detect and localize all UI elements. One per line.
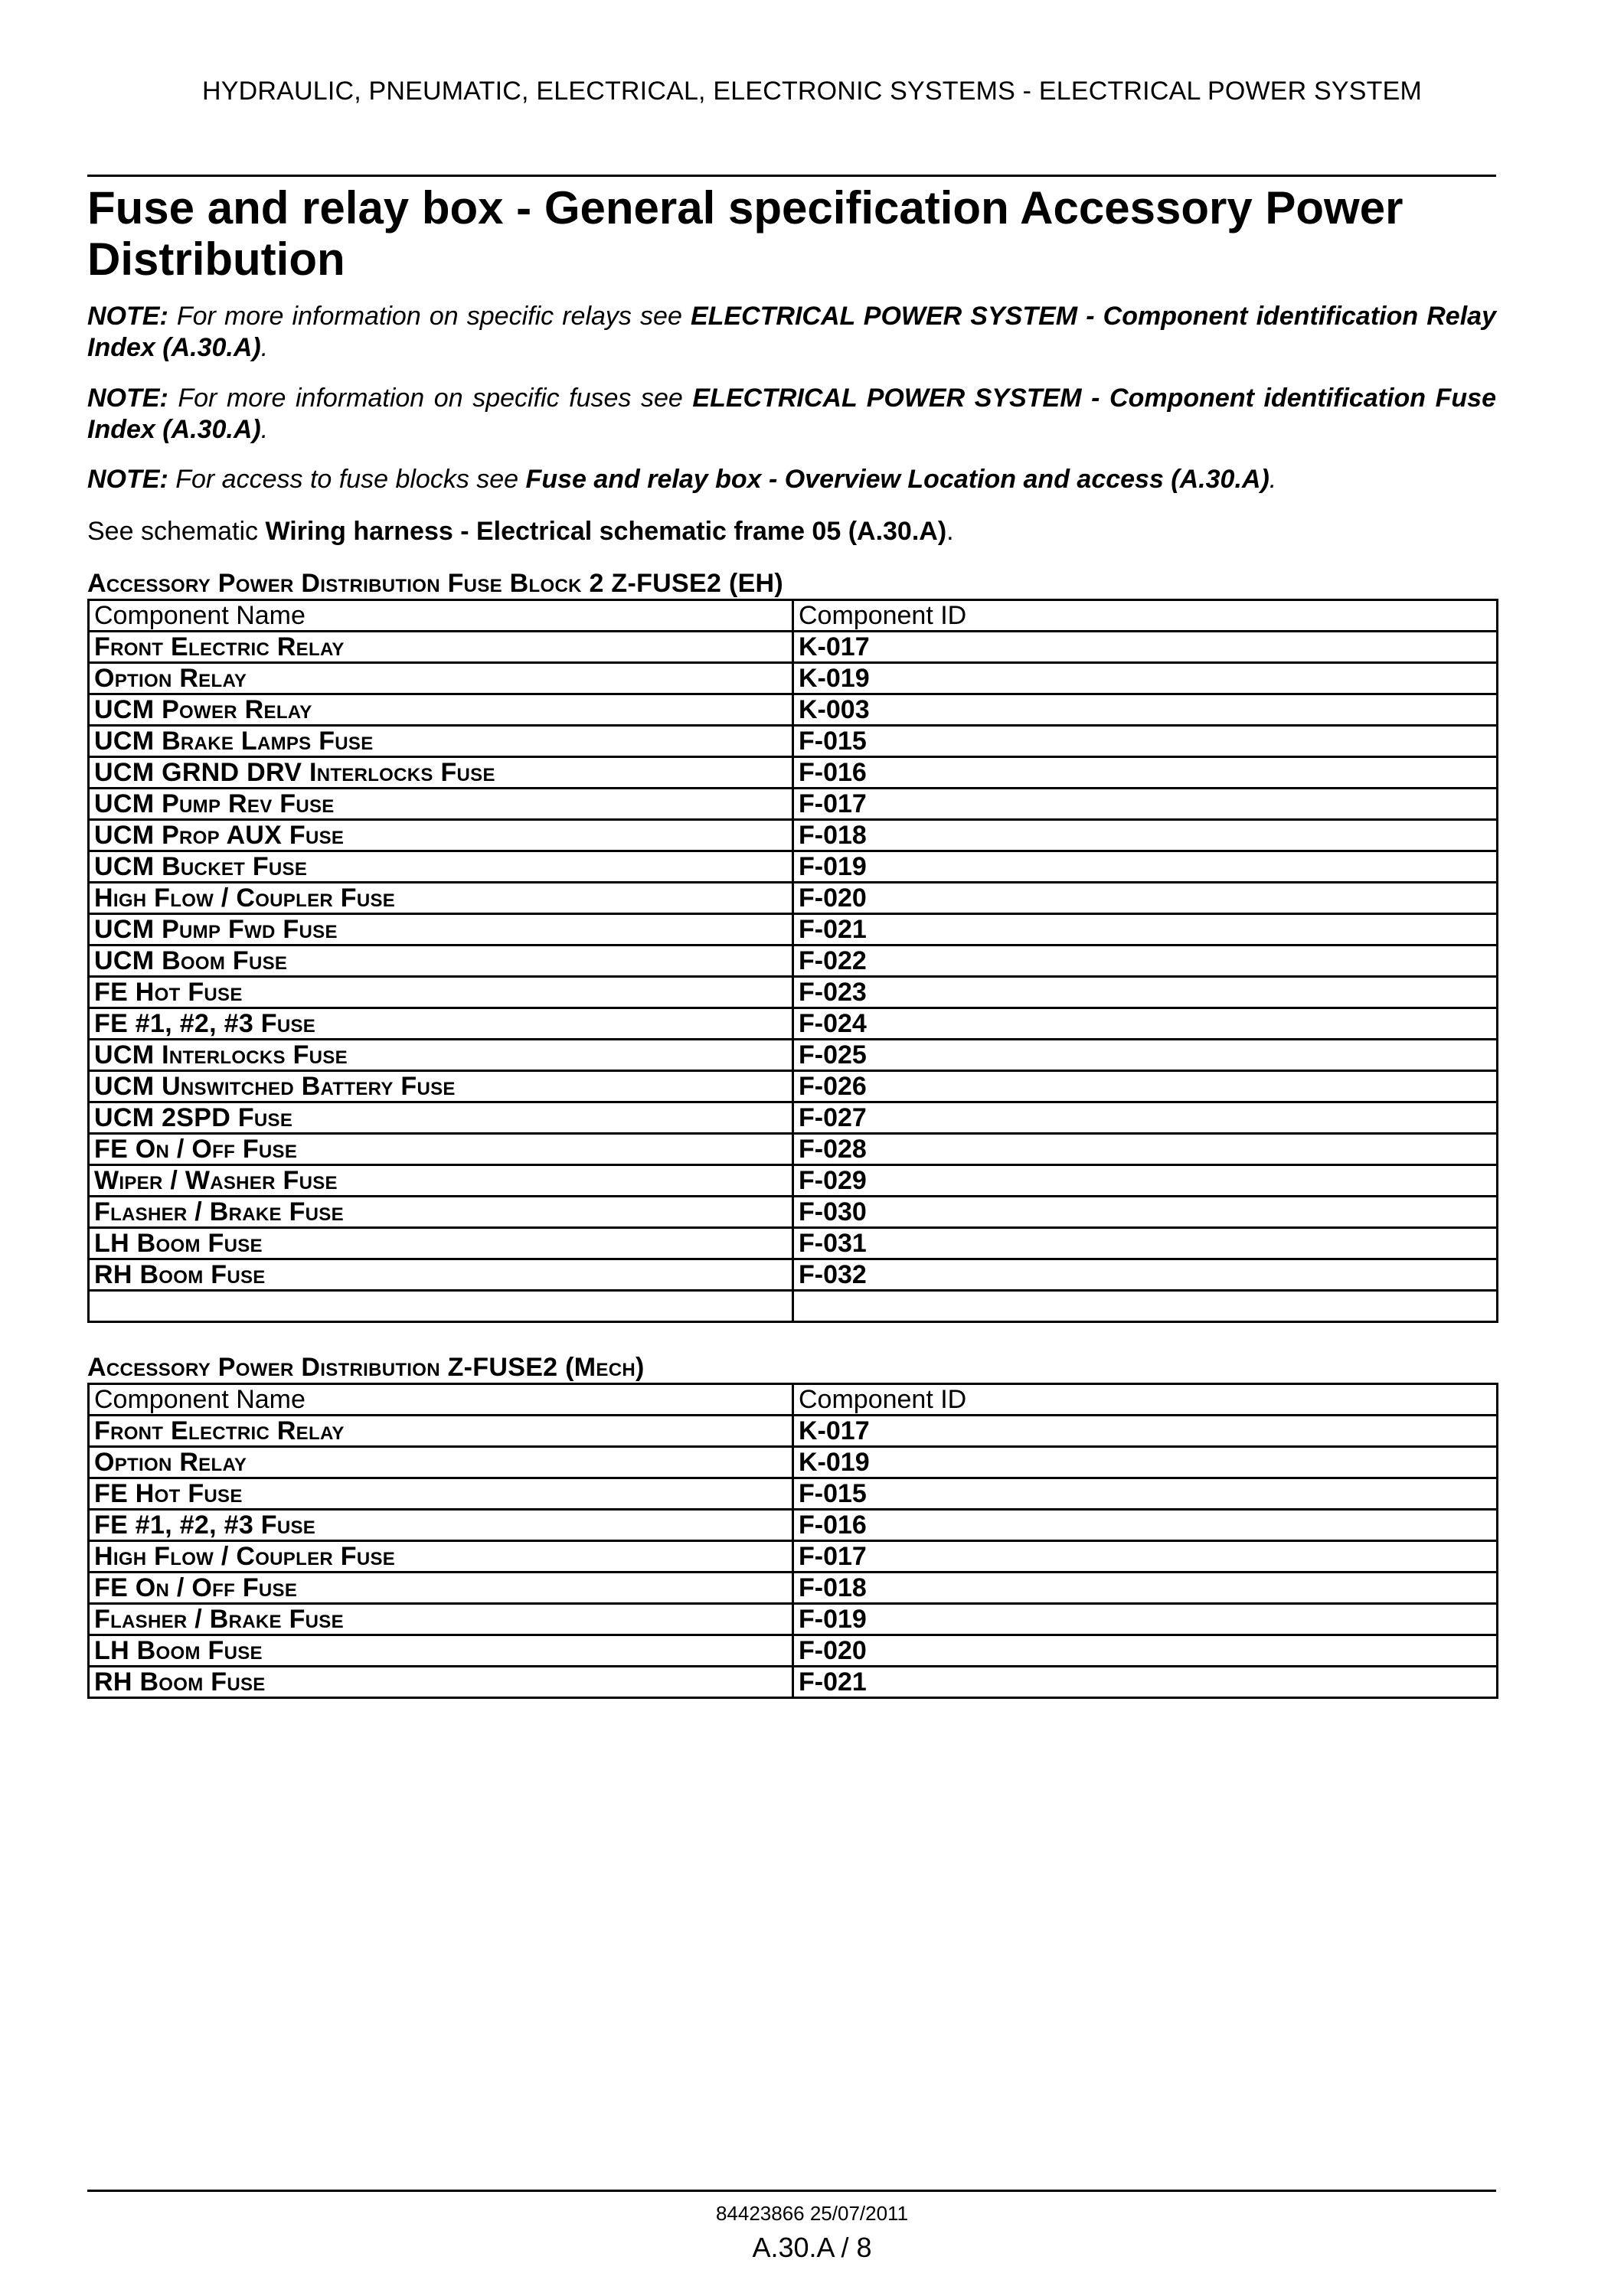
component-id-cell: F-030 — [793, 1197, 1498, 1228]
component-id-cell: F-016 — [793, 757, 1498, 789]
component-name-cell: UCM Brake Lamps Fuse — [89, 726, 793, 757]
table-row — [89, 1510, 1498, 1541]
component-name-cell: Front Electric Relay — [89, 1416, 793, 1447]
component-name-cell: FE On / Off Fuse — [89, 1573, 793, 1604]
table-row — [89, 1541, 1498, 1573]
component-name-cell: UCM Unswitched Battery Fuse — [89, 1071, 793, 1102]
component-id-cell: F-018 — [793, 1573, 1498, 1604]
section-title: Fuse and relay box - General specification Accessory Power Distribution — [87, 182, 1403, 285]
table-row — [89, 1635, 1498, 1667]
table-row — [89, 1447, 1498, 1478]
component-name-cell — [89, 1291, 793, 1322]
component-name-cell: FE #1, #2, #3 Fuse — [89, 1510, 793, 1541]
table-header-row — [89, 1384, 1498, 1416]
component-name-cell: FE #1, #2, #3 Fuse — [89, 1008, 793, 1040]
component-name-cell: High Flow / Coupler Fuse — [89, 1541, 793, 1573]
table-header-row — [89, 600, 1498, 632]
table-row — [89, 820, 1498, 851]
component-id-cell: F-026 — [793, 1071, 1498, 1102]
component-name-cell: UCM Prop AUX Fuse — [89, 820, 793, 851]
component-name-cell: Option Relay — [89, 1447, 793, 1478]
running-header: HYDRAULIC, PNEUMATIC, ELECTRICAL, ELECTRONIC SYSTEMS - ELECTRICAL POWER SYSTEM — [201, 77, 1423, 106]
component-id-cell: F-024 — [793, 1008, 1498, 1040]
component-name-cell: UCM Pump Fwd Fuse — [89, 914, 793, 946]
component-id-cell: F-020 — [793, 883, 1498, 914]
note-label: NOTE: — [87, 302, 168, 331]
note-end: . — [1269, 465, 1277, 494]
component-name-cell: Flasher / Brake Fuse — [89, 1197, 793, 1228]
table-row — [89, 1102, 1498, 1134]
note-text: For access to fuse blocks see — [168, 465, 526, 494]
schematic-link[interactable]: Wiring harness - Electrical schematic frame 05 (A.30.A) — [265, 517, 947, 546]
component-id-cell: F-021 — [793, 1667, 1498, 1698]
table-caption-mech: Accessory Power Distribution Z-FUSE2 (Mech) — [87, 1353, 645, 1382]
component-name-cell: RH Boom Fuse — [89, 1667, 793, 1698]
component-name-cell: Flasher / Brake Fuse — [89, 1604, 793, 1635]
table-caption-eh: Accessory Power Distribution Fuse Block 2 Z-FUSE2 (EH) — [87, 569, 784, 598]
footer-rule — [87, 2190, 1496, 2192]
component-name-cell: UCM Pump Rev Fuse — [89, 789, 793, 820]
component-id-cell: F-016 — [793, 1510, 1498, 1541]
component-id-cell: F-022 — [793, 946, 1498, 977]
table-row — [89, 1228, 1498, 1259]
component-name-cell: UCM Power Relay — [89, 694, 793, 726]
component-name-cell: UCM Bucket Fuse — [89, 851, 793, 883]
note-link[interactable]: ELECTRICAL POWER SYSTEM - Component identification Fuse Index (A.30.A) — [87, 384, 1496, 444]
column-header-name: Component Name — [89, 1384, 793, 1416]
note-link[interactable]: Fuse and relay box - Overview Location and access (A.30.A) — [525, 465, 1269, 494]
table-row — [89, 977, 1498, 1008]
table-row — [89, 663, 1498, 694]
component-id-cell: F-031 — [793, 1228, 1498, 1259]
table-row — [89, 1291, 1498, 1322]
component-id-cell: F-020 — [793, 1635, 1498, 1667]
column-header-id: Component ID — [793, 1384, 1498, 1416]
note-end: . — [260, 415, 269, 444]
component-id-cell — [793, 1291, 1498, 1322]
table-row — [89, 1197, 1498, 1228]
table-row — [89, 1259, 1498, 1291]
note-relays — [87, 301, 1496, 364]
component-id-cell: F-017 — [793, 1541, 1498, 1573]
component-name-cell: LH Boom Fuse — [89, 1228, 793, 1259]
component-id-cell: F-028 — [793, 1134, 1498, 1165]
table-row — [89, 883, 1498, 914]
table-row — [89, 946, 1498, 977]
table-row — [89, 914, 1498, 946]
table-row — [89, 632, 1498, 663]
component-name-cell: RH Boom Fuse — [89, 1259, 793, 1291]
component-name-cell: Wiper / Washer Fuse — [89, 1165, 793, 1197]
page-number: A.30.A / 8 — [752, 2232, 872, 2263]
table-row — [89, 851, 1498, 883]
header-rule — [87, 175, 1496, 177]
component-id-cell: K-017 — [793, 632, 1498, 663]
component-name-cell: UCM 2SPD Fuse — [89, 1102, 793, 1134]
page-content — [87, 182, 1496, 1699]
table-row — [89, 1071, 1498, 1102]
note-label: NOTE: — [87, 465, 168, 494]
component-id-cell: F-019 — [793, 851, 1498, 883]
table-row — [89, 1134, 1498, 1165]
column-header-id: Component ID — [793, 600, 1498, 632]
note-fuses — [87, 383, 1496, 446]
component-id-cell: K-017 — [793, 1416, 1498, 1447]
component-id-cell: F-029 — [793, 1165, 1498, 1197]
note-end: . — [260, 333, 269, 362]
table-row — [89, 789, 1498, 820]
fuse-block-eh-table — [87, 599, 1498, 1323]
component-id-cell: K-019 — [793, 663, 1498, 694]
note-label: NOTE: — [87, 384, 168, 413]
component-id-cell: F-023 — [793, 977, 1498, 1008]
component-name-cell: UCM Interlocks Fuse — [89, 1040, 793, 1071]
table-row — [89, 1416, 1498, 1447]
component-name-cell: FE Hot Fuse — [89, 1478, 793, 1510]
table-row — [89, 757, 1498, 789]
component-name-cell: LH Boom Fuse — [89, 1635, 793, 1667]
table-row — [89, 1478, 1498, 1510]
component-id-cell: F-018 — [793, 820, 1498, 851]
component-name-cell: Option Relay — [89, 663, 793, 694]
note-text: For more information on specific relays see — [168, 302, 691, 331]
component-name-cell: UCM Boom Fuse — [89, 946, 793, 977]
table-row — [89, 1604, 1498, 1635]
table-row — [89, 726, 1498, 757]
see-schematic — [87, 516, 1496, 547]
component-id-cell: F-032 — [793, 1259, 1498, 1291]
note-text: For more information on specific fuses see — [168, 384, 693, 413]
table-row — [89, 1667, 1498, 1698]
see-text: See schematic — [87, 517, 266, 546]
component-id-cell: K-019 — [793, 1447, 1498, 1478]
component-id-cell: F-025 — [793, 1040, 1498, 1071]
component-id-cell: F-019 — [793, 1604, 1498, 1635]
component-id-cell: F-027 — [793, 1102, 1498, 1134]
table-row — [89, 1165, 1498, 1197]
component-id-cell: F-017 — [793, 789, 1498, 820]
note-link[interactable]: ELECTRICAL POWER SYSTEM - Component identification Relay Index (A.30.A) — [87, 302, 1496, 362]
component-id-cell: F-015 — [793, 1478, 1498, 1510]
component-id-cell: K-003 — [793, 694, 1498, 726]
component-id-cell: F-015 — [793, 726, 1498, 757]
fuse-block-mech-table — [87, 1383, 1498, 1699]
component-name-cell: FE Hot Fuse — [89, 977, 793, 1008]
column-header-name: Component Name — [89, 600, 793, 632]
note-access — [87, 464, 1496, 495]
document-code: 84423866 25/07/2011 — [715, 2202, 909, 2225]
see-end: . — [946, 517, 954, 546]
component-id-cell: F-021 — [793, 914, 1498, 946]
table-row — [89, 1008, 1498, 1040]
table-row — [89, 1040, 1498, 1071]
component-name-cell: Front Electric Relay — [89, 632, 793, 663]
component-name-cell: FE On / Off Fuse — [89, 1134, 793, 1165]
component-name-cell: UCM GRND DRV Interlocks Fuse — [89, 757, 793, 789]
component-name-cell: High Flow / Coupler Fuse — [89, 883, 793, 914]
table-row — [89, 1573, 1498, 1604]
table-row — [89, 694, 1498, 726]
